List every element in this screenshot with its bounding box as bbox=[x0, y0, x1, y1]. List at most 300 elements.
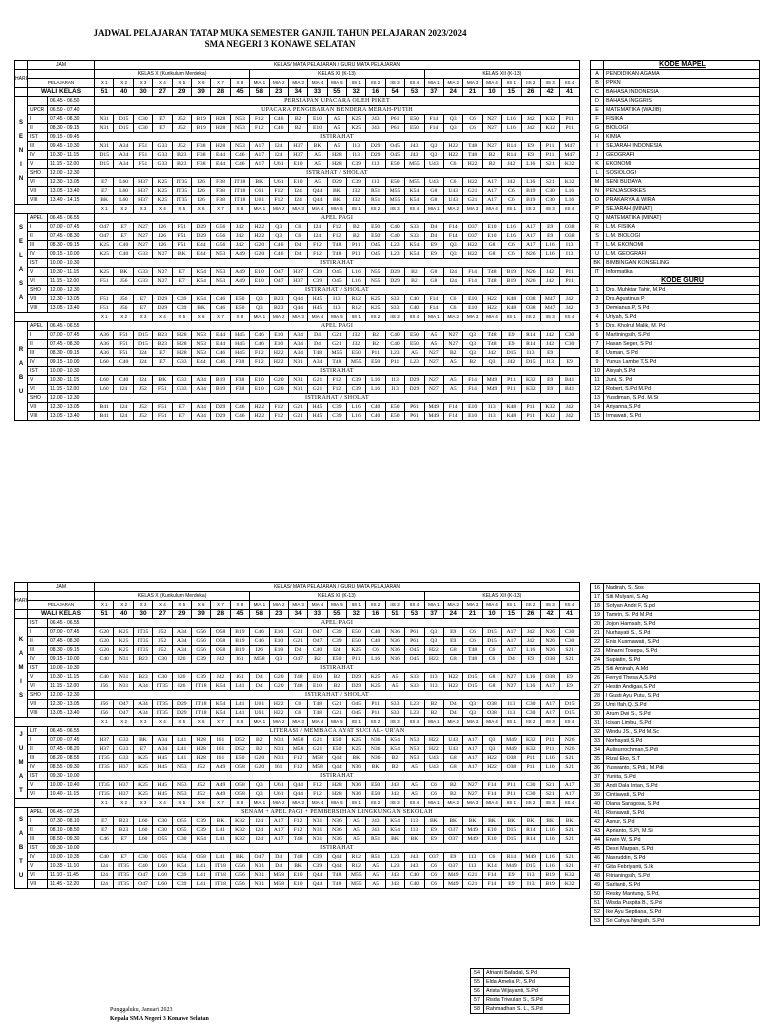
lesson-cell: T48 bbox=[482, 331, 501, 340]
lesson-cell: O38 bbox=[521, 295, 540, 304]
lesson-cell: H22 bbox=[424, 655, 443, 664]
lesson-cell: F51 bbox=[153, 403, 172, 412]
description: L.M. BIOLOGI bbox=[604, 232, 760, 241]
class-code: MIA 4 bbox=[308, 205, 327, 214]
lesson-cell: E7 bbox=[133, 745, 152, 754]
class-code: X 4 bbox=[153, 313, 172, 322]
schedule-row bbox=[15, 619, 580, 628]
lesson-cell: E7 bbox=[172, 403, 191, 412]
lesson-cell: T48 bbox=[327, 241, 346, 250]
lesson-cell: U61 bbox=[250, 196, 269, 205]
lesson-cell: H22 bbox=[250, 232, 269, 241]
lesson-cell: D29 bbox=[405, 376, 424, 385]
lesson-cell: L16 bbox=[521, 673, 540, 682]
jam-time: 11.15 - 12.00 bbox=[48, 682, 95, 691]
lesson-cell: C6 bbox=[444, 304, 463, 313]
jam-pelajaran: V bbox=[28, 781, 48, 790]
lesson-cell: C39 bbox=[327, 637, 346, 646]
wali-code: 15 bbox=[502, 88, 521, 97]
lesson-cell: I61 bbox=[230, 655, 249, 664]
lesson-cell: L16 bbox=[347, 277, 366, 286]
description: L.M. GEOGRAFI bbox=[604, 250, 760, 259]
code: 25 bbox=[591, 665, 604, 674]
jam-time: 08.55 - 09.30 bbox=[48, 763, 95, 772]
wali-code: 55 bbox=[327, 610, 346, 619]
description: Sofyan Andri F, S.pd bbox=[604, 602, 760, 611]
lesson-cell: I13 bbox=[560, 241, 580, 250]
description: Cintiawati, S.Pd bbox=[604, 791, 760, 800]
lesson-cell: M58 bbox=[308, 763, 327, 772]
class-code: X 4 bbox=[153, 79, 172, 88]
lesson-cell: I13 bbox=[463, 853, 482, 862]
lesson-cell: F12 bbox=[327, 223, 346, 232]
lesson-cell: Q3 bbox=[463, 700, 482, 709]
description: SEJARAH INDONESIA bbox=[604, 142, 760, 151]
class-code: MIA 4 bbox=[482, 601, 501, 610]
wali-code: 58 bbox=[250, 88, 269, 97]
lesson-cell: Q3 bbox=[269, 223, 288, 232]
lesson-cell: D4 bbox=[288, 241, 307, 250]
description: Aprianto, S.Pi, M.Si bbox=[604, 827, 760, 836]
signature-block bbox=[110, 1006, 209, 1024]
code: 1 bbox=[591, 286, 604, 295]
lesson-cell: C46 bbox=[211, 358, 230, 367]
lesson-cell: H22 bbox=[424, 745, 443, 754]
code: 23 bbox=[591, 647, 604, 656]
class-code: IIS 2 bbox=[521, 601, 540, 610]
lesson-cell: I24 bbox=[250, 817, 269, 826]
schedule-row bbox=[15, 844, 580, 853]
lesson-cell: K25 bbox=[133, 754, 152, 763]
class-code: X 5 bbox=[172, 718, 191, 727]
class-code: IIS 2 bbox=[521, 205, 540, 214]
jam-time: 10.30 - 11.15 bbox=[48, 151, 95, 160]
lesson-cell: L60 bbox=[133, 817, 152, 826]
schedule-row bbox=[15, 151, 580, 160]
description: FISIKA bbox=[604, 115, 760, 124]
schedule-row bbox=[15, 772, 580, 781]
lesson-cell: D15 bbox=[560, 700, 580, 709]
side-row bbox=[591, 187, 760, 196]
schedule-row bbox=[15, 412, 580, 421]
lesson-cell: Q44 bbox=[308, 880, 327, 889]
lesson-cell: E7 bbox=[114, 853, 133, 862]
lesson-cell: O45 bbox=[405, 646, 424, 655]
class-code-repeat-row bbox=[15, 313, 580, 322]
class-code: IIS 3 bbox=[385, 313, 404, 322]
lesson-cell: A5 bbox=[405, 781, 424, 790]
page-title bbox=[0, 28, 560, 50]
lesson-cell: G21 bbox=[308, 385, 327, 394]
lesson-cell: N36 bbox=[347, 763, 366, 772]
lesson-cell: G56 bbox=[191, 637, 210, 646]
lesson-cell: N27 bbox=[424, 349, 443, 358]
code: 7 bbox=[591, 340, 604, 349]
lesson-cell: I24 bbox=[444, 268, 463, 277]
lesson-cell: I61 bbox=[211, 745, 230, 754]
jam-time: 13.40 - 14.15 bbox=[48, 196, 95, 205]
lesson-cell: F12 bbox=[288, 763, 307, 772]
side-row bbox=[591, 385, 760, 394]
class-code: MIA 5 bbox=[327, 79, 346, 88]
lesson-cell: P11 bbox=[540, 736, 559, 745]
lesson-cell: G8 bbox=[444, 763, 463, 772]
lesson-cell: B19 bbox=[191, 124, 210, 133]
side-row bbox=[591, 286, 760, 295]
lesson-cell: H22 bbox=[463, 160, 482, 169]
lesson-cell: K48 bbox=[502, 295, 521, 304]
lesson-cell: A34 bbox=[114, 142, 133, 151]
header-kelas-xii: KELAS XII (K-13) bbox=[424, 592, 579, 601]
lesson-cell: N26 bbox=[540, 628, 559, 637]
lesson-cell: J42 bbox=[211, 673, 230, 682]
lesson-cell: Q44 bbox=[288, 781, 307, 790]
class-code: IIS 2 bbox=[366, 205, 385, 214]
lesson-cell: D4 bbox=[269, 853, 288, 862]
lesson-cell: Q3 bbox=[463, 340, 482, 349]
class-code: MIA 3 bbox=[463, 313, 482, 322]
description: GEOGRAFI bbox=[604, 151, 760, 160]
schedule-row bbox=[15, 871, 580, 880]
lesson-cell: K54 bbox=[211, 709, 230, 718]
lesson-cell: F12 bbox=[327, 376, 346, 385]
lesson-cell: I13 bbox=[366, 178, 385, 187]
lesson-cell: D4 bbox=[288, 250, 307, 259]
lesson-cell: T48 bbox=[327, 358, 346, 367]
code: D bbox=[591, 97, 604, 106]
lesson-cell: C30 bbox=[153, 655, 172, 664]
lesson-cell: C46 bbox=[211, 295, 230, 304]
schedule-row bbox=[15, 754, 580, 763]
lesson-cell: J42 bbox=[230, 241, 249, 250]
lesson-cell: K54 bbox=[172, 862, 191, 871]
lesson-cell: K54 bbox=[191, 295, 210, 304]
lesson-cell: L16 bbox=[521, 178, 540, 187]
day-name: J U M A T bbox=[15, 727, 28, 799]
jam-time: 12.00 - 12.30 bbox=[48, 169, 95, 178]
lesson-cell: O37 bbox=[444, 862, 463, 871]
lesson-cell: C39 bbox=[172, 871, 191, 880]
lesson-cell: S21 bbox=[560, 655, 580, 664]
lesson-cell: IT35 bbox=[172, 196, 191, 205]
lesson-cell: S21 bbox=[540, 781, 559, 790]
lesson-cell: E10 bbox=[463, 295, 482, 304]
lesson-cell: D52 bbox=[230, 745, 249, 754]
side-row bbox=[591, 295, 760, 304]
lesson-cell: M58 bbox=[308, 754, 327, 763]
lesson-cell: K25 bbox=[347, 124, 366, 133]
activity-span: ISTIRAHAT bbox=[95, 259, 580, 268]
lesson-cell: C46 bbox=[250, 331, 269, 340]
lesson-cell: D4 bbox=[250, 673, 269, 682]
lesson-cell: A34 bbox=[133, 709, 152, 718]
lesson-cell: O37 bbox=[444, 826, 463, 835]
lesson-cell: K25 bbox=[153, 196, 172, 205]
lesson-cell: H28 bbox=[191, 754, 210, 763]
lesson-cell: I24 bbox=[133, 349, 152, 358]
lesson-cell: E9 bbox=[444, 637, 463, 646]
lesson-cell: C40 bbox=[366, 403, 385, 412]
lesson-cell: I24 bbox=[269, 142, 288, 151]
lesson-cell: E50 bbox=[366, 781, 385, 790]
lesson-cell: H28 bbox=[172, 349, 191, 358]
lesson-cell: C39 bbox=[327, 412, 346, 421]
code: 2 bbox=[591, 295, 604, 304]
lesson-cell: D15 bbox=[95, 160, 114, 169]
schedule-row bbox=[15, 853, 580, 862]
jam-pelajaran: I bbox=[28, 736, 48, 745]
jam-time: 10.00 - 10.30 bbox=[48, 664, 95, 673]
class-code: X 7 bbox=[211, 601, 230, 610]
lesson-cell: Q44 bbox=[288, 304, 307, 313]
class-code: IIS 4 bbox=[560, 205, 580, 214]
lesson-cell: A5 bbox=[308, 160, 327, 169]
lesson-cell: F14 bbox=[482, 781, 501, 790]
lesson-cell: H22 bbox=[482, 754, 501, 763]
lesson-cell: BK bbox=[502, 817, 521, 826]
lesson-cell: M47 bbox=[560, 142, 580, 151]
lesson-cell: P11 bbox=[560, 124, 580, 133]
side-row bbox=[591, 593, 760, 602]
schedule-row bbox=[15, 223, 580, 232]
lesson-cell: T48 bbox=[482, 268, 501, 277]
schedule-row bbox=[15, 637, 580, 646]
jam-pelajaran: III bbox=[28, 349, 48, 358]
lesson-cell: C39 bbox=[172, 880, 191, 889]
lesson-cell: O47 bbox=[95, 232, 114, 241]
lesson-cell: G21 bbox=[327, 331, 346, 340]
code: 17 bbox=[591, 593, 604, 602]
header-row-top bbox=[15, 61, 580, 70]
jam-time: 09.15 - 09.45 bbox=[48, 133, 95, 142]
jam-time: 07.45 - 08.30 bbox=[48, 232, 95, 241]
lesson-cell: A5 bbox=[308, 178, 327, 187]
lesson-cell: J52 bbox=[172, 124, 191, 133]
lesson-cell: A36 bbox=[95, 331, 114, 340]
lesson-cell: I13 bbox=[366, 160, 385, 169]
activity-span: ISTIRAHAT bbox=[95, 133, 580, 142]
lesson-cell: C6 bbox=[502, 196, 521, 205]
lesson-cell: P11 bbox=[540, 142, 559, 151]
lesson-cell: F12 bbox=[308, 250, 327, 259]
lesson-cell: BK bbox=[366, 763, 385, 772]
lesson-cell: A17 bbox=[540, 700, 559, 709]
class-code: MIA 1 bbox=[250, 205, 269, 214]
jam-pelajaran: VI bbox=[28, 682, 48, 691]
lesson-cell: H45 bbox=[308, 412, 327, 421]
schedule-row bbox=[15, 367, 580, 376]
description: Elda Amelia P., S.Pd bbox=[484, 978, 570, 987]
wali-code: 33 bbox=[308, 88, 327, 97]
lesson-cell: E50 bbox=[366, 358, 385, 367]
side-row bbox=[591, 223, 760, 232]
lesson-cell: O45 bbox=[385, 151, 404, 160]
lesson-cell: I24 bbox=[308, 232, 327, 241]
lesson-cell: IT35 bbox=[133, 637, 152, 646]
lesson-cell: P11 bbox=[347, 250, 366, 259]
lesson-cell: L16 bbox=[502, 115, 521, 124]
lesson-cell: N55 bbox=[366, 268, 385, 277]
lesson-cell: BK bbox=[327, 196, 346, 205]
lesson-cell: I26 bbox=[250, 646, 269, 655]
lesson-cell: C40 bbox=[385, 223, 404, 232]
lesson-cell: N27 bbox=[424, 358, 443, 367]
class-code-repeat-row bbox=[15, 205, 580, 214]
schedule-row bbox=[15, 709, 580, 718]
lesson-cell: F12 bbox=[308, 790, 327, 799]
schedule-row bbox=[15, 241, 580, 250]
lesson-cell: H28 bbox=[191, 745, 210, 754]
lesson-cell: J56 bbox=[114, 295, 133, 304]
lesson-cell: L41 bbox=[191, 871, 210, 880]
lesson-cell: S33 bbox=[385, 700, 404, 709]
lesson-cell: IT35 bbox=[133, 628, 152, 637]
jam-pelajaran: I bbox=[28, 817, 48, 826]
wali-code: 32 bbox=[347, 88, 366, 97]
lesson-cell: J42 bbox=[502, 160, 521, 169]
description: Minarni Tosepu, S.Pd bbox=[604, 647, 760, 656]
lesson-cell: I26 bbox=[172, 673, 191, 682]
class-code: MIA 4 bbox=[482, 799, 501, 808]
lesson-cell: B19 bbox=[230, 628, 249, 637]
header-kelas-xi: KELAS XI (K-13) bbox=[250, 70, 425, 79]
lesson-cell: L41 bbox=[230, 709, 249, 718]
day-name: S E L A S A bbox=[15, 214, 28, 313]
side-row bbox=[591, 70, 760, 79]
class-code: MIA 4 bbox=[482, 718, 501, 727]
lesson-cell: L41 bbox=[172, 754, 191, 763]
lesson-cell: N31 bbox=[114, 655, 133, 664]
schedule-row bbox=[15, 745, 580, 754]
lesson-cell: B2 bbox=[366, 340, 385, 349]
schedule-row bbox=[15, 808, 580, 817]
lesson-cell: BK bbox=[133, 736, 152, 745]
lesson-cell: I13 bbox=[424, 673, 443, 682]
lesson-cell: G8 bbox=[444, 646, 463, 655]
lesson-cell: BK bbox=[191, 304, 210, 313]
side-row bbox=[591, 701, 760, 710]
lesson-cell: E44 bbox=[211, 160, 230, 169]
class-code: IIS 4 bbox=[405, 313, 424, 322]
lesson-cell: D15 bbox=[482, 628, 501, 637]
side-row bbox=[591, 764, 760, 773]
lesson-cell: H37 bbox=[133, 196, 152, 205]
side-row bbox=[591, 259, 760, 268]
lesson-cell: T48 bbox=[482, 277, 501, 286]
lesson-cell: A17 bbox=[250, 160, 269, 169]
side-head: KODE GURU bbox=[604, 277, 760, 286]
class-code: MIA 2 bbox=[444, 79, 463, 88]
lesson-cell: J52 bbox=[133, 385, 152, 394]
lesson-cell: H45 bbox=[153, 763, 172, 772]
lesson-cell: Q3 bbox=[424, 142, 443, 151]
lesson-cell: C30 bbox=[521, 709, 540, 718]
class-code: IIS 4 bbox=[405, 205, 424, 214]
lesson-cell: BK bbox=[327, 187, 346, 196]
lesson-cell: M49 bbox=[463, 826, 482, 835]
lesson-cell: I13 bbox=[385, 385, 404, 394]
lesson-cell: E9 bbox=[521, 142, 540, 151]
description: Nasruddin, S.Pd bbox=[604, 854, 760, 863]
lesson-cell: L16 bbox=[560, 196, 580, 205]
header-kelas-top: KELAS/ MATA PELAJARAN / GURU MATA PELAJARAN bbox=[95, 583, 580, 592]
code: 50 bbox=[591, 890, 604, 899]
lesson-cell: M55 bbox=[405, 160, 424, 169]
lesson-cell: BK bbox=[405, 835, 424, 844]
lesson-cell: B23 bbox=[114, 826, 133, 835]
lesson-cell: F14 bbox=[424, 124, 443, 133]
lesson-cell: D15 bbox=[521, 862, 540, 871]
lesson-cell: E10 bbox=[269, 331, 288, 340]
lesson-cell: C6 bbox=[463, 115, 482, 124]
lesson-cell: J42 bbox=[521, 115, 540, 124]
lesson-cell: D29 bbox=[191, 223, 210, 232]
lesson-cell: G33 bbox=[153, 142, 172, 151]
lesson-cell: BK bbox=[153, 376, 172, 385]
lesson-cell: C6 bbox=[444, 160, 463, 169]
lesson-cell: N26 bbox=[560, 745, 580, 754]
lesson-cell: E7 bbox=[172, 277, 191, 286]
class-code: X 5 bbox=[172, 313, 191, 322]
lesson-cell: P11 bbox=[347, 655, 366, 664]
schedule-row bbox=[15, 268, 580, 277]
lesson-cell: F51 bbox=[133, 142, 152, 151]
lesson-cell: N31 bbox=[250, 880, 269, 889]
jam-time: 12.00 - 12.30 bbox=[48, 691, 95, 700]
jam-pelajaran: VIII bbox=[28, 709, 48, 718]
side-row bbox=[591, 250, 760, 259]
lesson-cell: R51 bbox=[366, 853, 385, 862]
lesson-cell: P11 bbox=[385, 358, 404, 367]
lesson-cell: E7 bbox=[153, 124, 172, 133]
description: Uriyah, S.Pd bbox=[604, 313, 760, 322]
lesson-cell: M58 bbox=[288, 736, 307, 745]
lesson-cell: N27 bbox=[133, 241, 152, 250]
wali-code: 55 bbox=[327, 88, 346, 97]
lesson-cell: O38 bbox=[482, 709, 501, 718]
description: PENDIDIKAN AGAMA bbox=[604, 70, 760, 79]
side-row bbox=[591, 124, 760, 133]
description: Desri Marpan, S.Pd bbox=[604, 845, 760, 854]
lesson-cell: E10 bbox=[463, 304, 482, 313]
code: P bbox=[591, 205, 604, 214]
lesson-cell: D29 bbox=[366, 142, 385, 151]
lesson-cell: K48 bbox=[502, 403, 521, 412]
lesson-cell: K32 bbox=[230, 835, 249, 844]
jam-pelajaran: IST bbox=[28, 133, 48, 142]
code: 29 bbox=[591, 701, 604, 710]
jam-pelajaran: IST bbox=[28, 619, 48, 628]
jam-pelajaran: LIT bbox=[28, 727, 48, 736]
lesson-cell: U61 bbox=[250, 709, 269, 718]
lesson-cell: F51 bbox=[133, 160, 152, 169]
jam-time: 07.00 - 07.45 bbox=[48, 736, 95, 745]
lesson-cell: M47 bbox=[540, 295, 559, 304]
header-kelas-x: KELAS X (Kurikulum Merdeka) bbox=[95, 70, 250, 79]
lesson-cell: A34 bbox=[133, 700, 152, 709]
lesson-cell: H22 bbox=[444, 142, 463, 151]
side-row bbox=[471, 996, 570, 1005]
lesson-cell: F51 bbox=[114, 340, 133, 349]
lesson-cell: R12 bbox=[347, 295, 366, 304]
lesson-cell: C6 bbox=[502, 250, 521, 259]
lesson-cell: F38 bbox=[191, 142, 210, 151]
class-code: IIS 3 bbox=[385, 601, 404, 610]
lesson-cell: G8 bbox=[482, 241, 501, 250]
code: E bbox=[591, 106, 604, 115]
class-code: X 8 bbox=[230, 313, 249, 322]
code: 34 bbox=[591, 746, 604, 755]
